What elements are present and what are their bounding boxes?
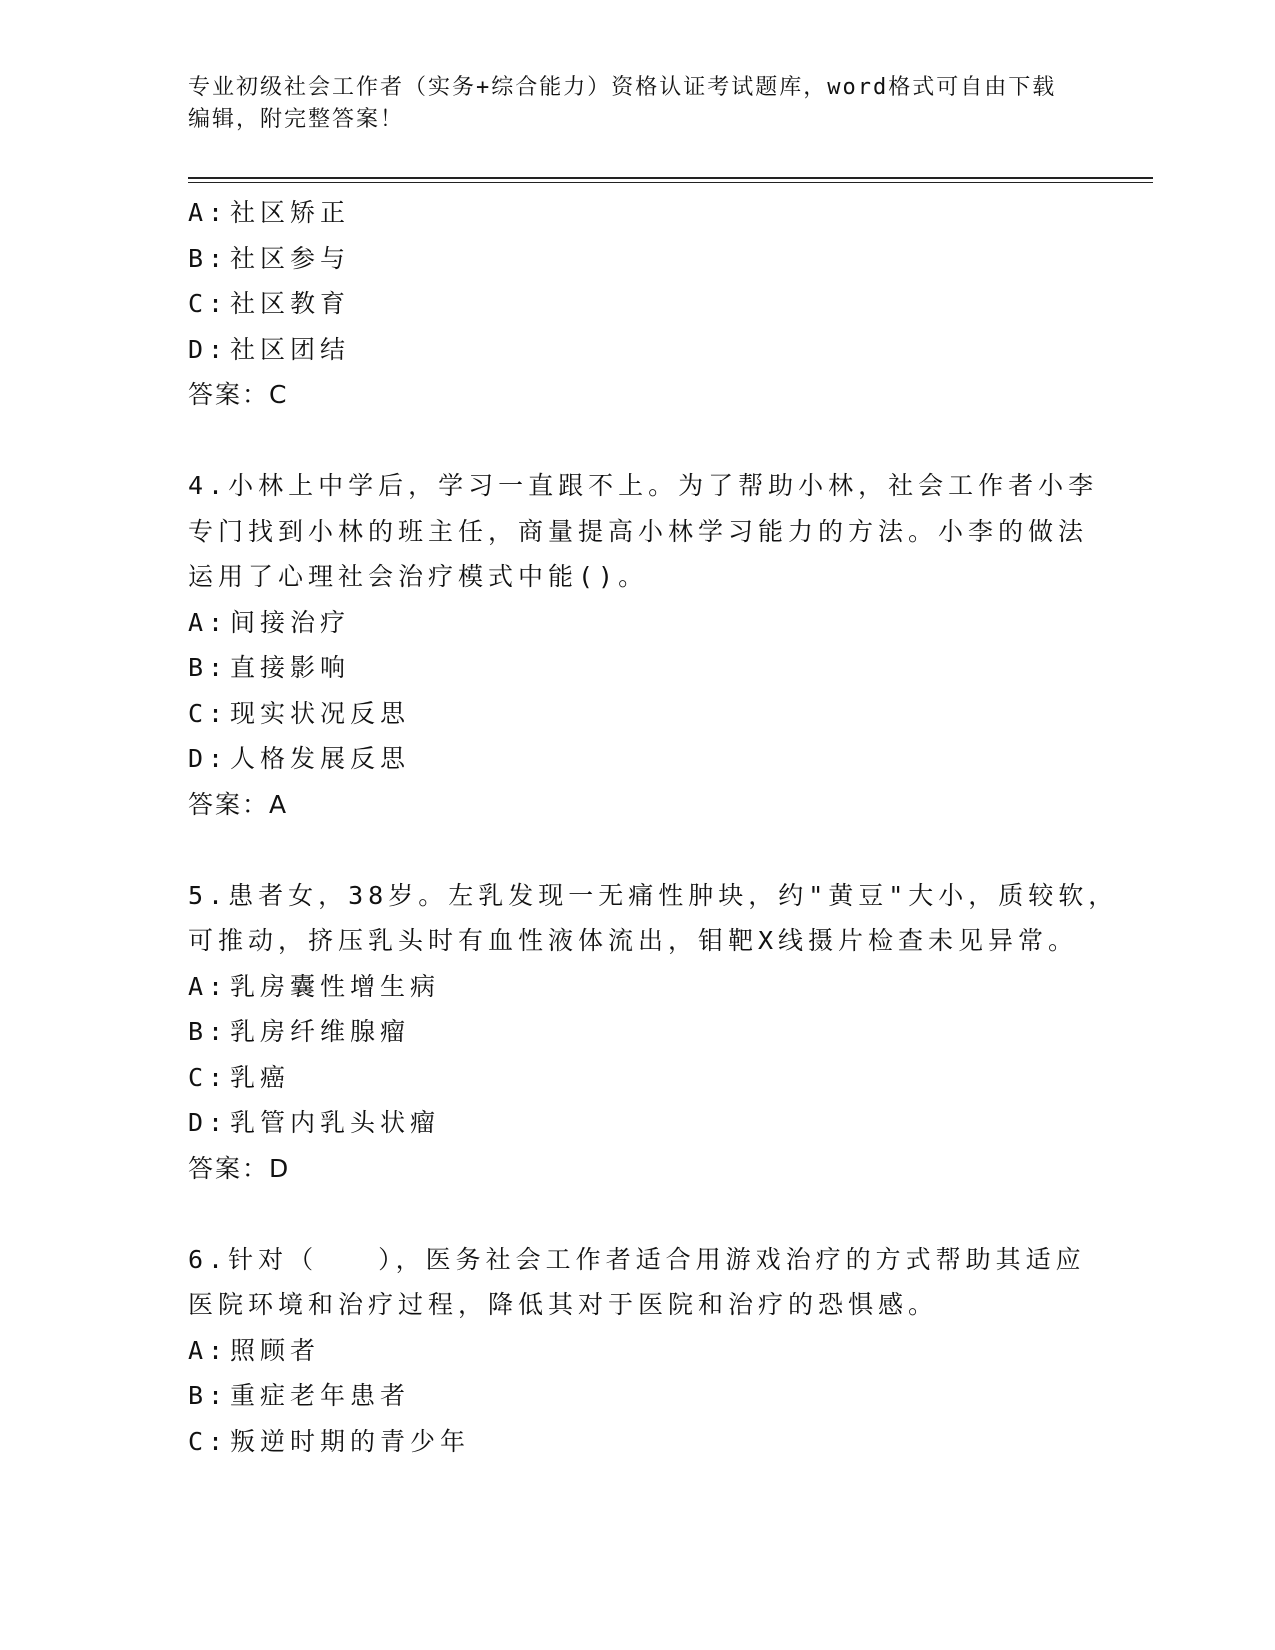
option-key: C: [188, 1426, 229, 1456]
option-c [188, 281, 1088, 327]
question-3 [188, 190, 1088, 418]
question-6 [188, 1237, 1088, 1465]
option-b [188, 1373, 1088, 1419]
option-a [188, 964, 1088, 1010]
header-rule-thick [188, 177, 1153, 179]
option-text: 现实状况反思 [230, 698, 411, 728]
option-a [188, 1328, 1088, 1374]
option-key: A: [188, 1335, 229, 1365]
question-stem-line: 4.小林上中学后，学习一直跟不上。为了帮助小林，社会工作者小李 [188, 471, 1099, 500]
option-b [188, 1009, 1088, 1055]
question-list [188, 190, 1119, 1464]
option-key: A: [188, 607, 229, 637]
spacer [188, 418, 1088, 464]
option-c [188, 1419, 1088, 1465]
option-a [188, 600, 1088, 646]
option-key: D: [188, 334, 229, 364]
option-d [188, 327, 1088, 373]
option-key: C: [188, 1062, 229, 1092]
header-rule-thin [188, 182, 1153, 183]
question-stem-line: 5.患者女，38岁。左乳发现一无痛性肿块，约"黄豆"大小，质较软， [188, 880, 1119, 910]
option-key: A: [188, 198, 229, 227]
option-key: B: [188, 243, 229, 273]
option-b [188, 236, 1088, 282]
option-text: 间接治疗 [230, 607, 351, 637]
question-stem-line: 专门找到小林的班主任，商量提高小林学习能力的方法。小李的做法 [188, 516, 1089, 546]
option-d [188, 1100, 1088, 1146]
spacer [188, 827, 1088, 873]
option-text: 乳癌 [230, 1062, 291, 1092]
option-text: 重症老年患者 [230, 1381, 411, 1410]
option-key: D: [188, 1108, 229, 1137]
header-line-2: 编辑，附完整答案！ [188, 107, 405, 132]
header-line-1: 专业初级社会工作者（实务+综合能力）资格认证考试题库，word格式可自由下载 [188, 75, 1057, 100]
option-text: 直接影响 [230, 653, 351, 682]
option-text: 乳管内乳头状瘤 [230, 1108, 441, 1137]
question-stem-line: 医院环境和治疗过程，降低其对于医院和治疗的恐惧感。 [188, 1290, 939, 1319]
option-key: B: [188, 1381, 229, 1410]
option-key: C: [188, 698, 229, 728]
option-key: B: [188, 653, 229, 682]
answer: 答案：C [188, 380, 289, 409]
option-text: 叛逆时期的青少年 [230, 1426, 471, 1456]
answer: 答案：A [188, 789, 289, 819]
option-key: C: [188, 289, 229, 318]
option-key: A: [188, 971, 229, 1001]
option-key: B: [188, 1017, 229, 1046]
question-stem-line: 运用了心理社会治疗模式中能()。 [188, 562, 649, 591]
question-5 [188, 873, 1119, 1192]
spacer [188, 1191, 1088, 1237]
option-text: 乳房囊性增生病 [230, 971, 441, 1001]
option-a [188, 190, 1088, 236]
option-text: 乳房纤维腺瘤 [230, 1017, 411, 1046]
option-d [188, 736, 1088, 782]
question-stem-line: 6.针对（ ），医务社会工作者适合用游戏治疗的方式帮助其适应 [188, 1244, 1086, 1274]
answer: 答案：D [188, 1153, 291, 1183]
option-c [188, 691, 1088, 737]
option-b [188, 645, 1088, 691]
option-key: D: [188, 744, 229, 773]
question-4 [188, 463, 1099, 827]
option-text: 照顾者 [230, 1335, 321, 1365]
option-c [188, 1055, 1088, 1101]
option-text: 社区团结 [230, 334, 351, 364]
option-text: 社区参与 [230, 243, 351, 273]
option-text: 社区教育 [230, 289, 351, 318]
page-header [188, 72, 1088, 136]
question-stem-line: 可推动，挤压乳头时有血性液体流出，钼靶X线摄片检查未见异常。 [188, 926, 1079, 955]
option-text: 人格发展反思 [230, 744, 411, 773]
option-text: 社区矫正 [230, 198, 351, 227]
